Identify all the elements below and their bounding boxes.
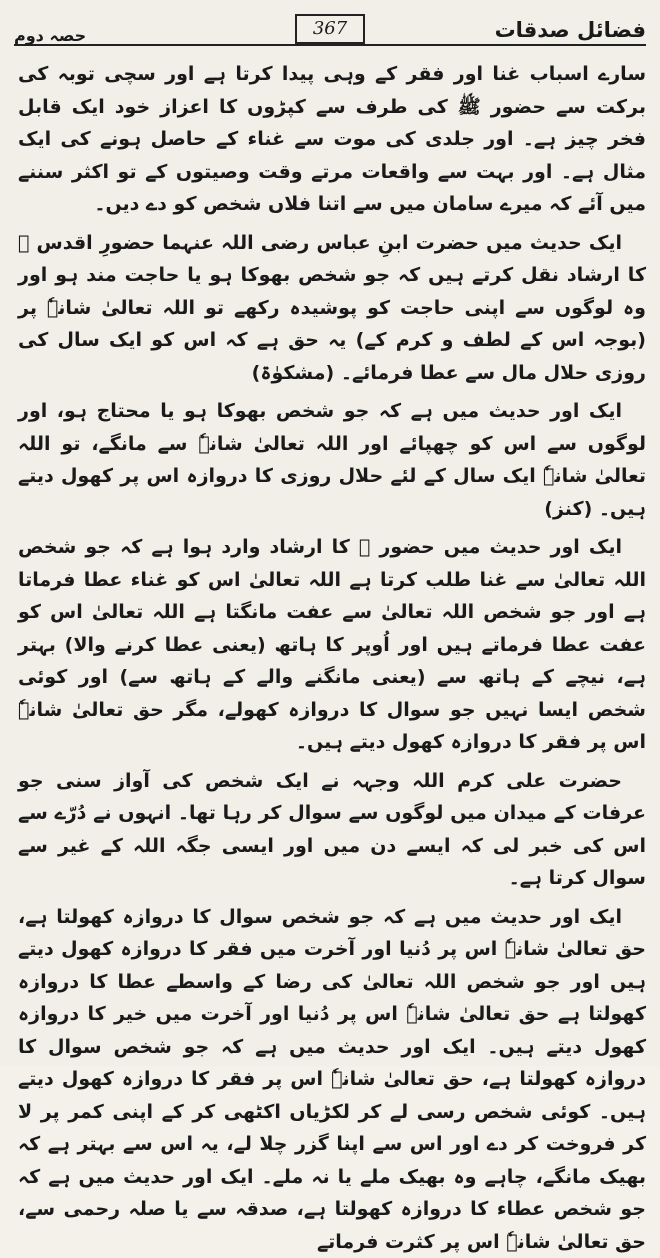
page-number: 367	[295, 14, 365, 44]
paragraph: ایک اور حدیث میں حضور ﷺ کا ارشاد وارد ہوا ہے کہ جو شخص اللہ تعالیٰ سے غنا طلب کرتا ہے اللہ تعالیٰ اس کو غناء عطا فرماتا ہے اور جو شخص اللہ تعالیٰ سے عفت مانگتا ہے اللہ تعالیٰ اس کو عفت عطا فرماتے ہیں اور اُوپر کا ہاتھ (یعنی عطا کرنے والا) بہتر ہے، نیچے کے ہاتھ سے (یعنی مانگنے والے کے ہاتھ سے) اور کوئی شخص ایسا نہیں جو سوال کا دروازہ کھولے، مگر حق تعالیٰ شانہٗ اس پر فقر کا دروازہ کھول دیتے ہیں۔	[18, 531, 646, 759]
paragraph: ایک اور حدیث میں ہے کہ جو شخص بھوکا ہو یا محتاج ہو، اور لوگوں سے اس کو چھپائے اور اللہ تعالیٰ شانہٗ سے مانگے، تو اللہ تعالیٰ شانہٗ ایک سال کے لئے حلال روزی کا دروازہ اس پر کھول دیتے ہیں۔ (کنز)	[18, 395, 646, 525]
book-title: فضائل صدقات	[495, 18, 646, 42]
part-label: حصہ دوم	[14, 26, 86, 45]
header-divider	[14, 44, 646, 46]
paragraph: سارے اسباب غنا اور فقر کے وہی پیدا کرتا ہے اور سچی توبہ کی برکت سے حضور ﷺ کی طرف سے کپڑوں کا اعزاز خود ایک قابل فخر چیز ہے۔ اور جلدی کی موت سے غناء کے حاصل ہونے کی ایک مثال ہے۔ اور بہت سے واقعات مرتے وقت وصیتوں کے تو اکثر سننے میں آئے کہ میرے سامان میں سے اتنا فلاں شخص کو دے دیں۔	[18, 58, 646, 221]
paragraph: ایک اور حدیث میں ہے کہ جو شخص سوال کا دروازہ کھولتا ہے، حق تعالیٰ شانہٗ اس پر دُنیا اور آخرت میں فقر کا دروازہ کھول دیتے ہیں اور جو شخص اللہ تعالیٰ کی رضا کے واسطے عطا کا دروازہ کھولتا ہے حق تعالیٰ شانہٗ اس پر دُنیا اور آخرت میں خیر کا دروازہ کھول دیتے ہیں۔ ایک اور حدیث میں ہے کہ جو شخص سوال کا دروازہ کھولتا ہے، حق تعالیٰ شانہٗ اس پر فقر کا دروازہ کھول دیتے ہیں۔ کوئی شخص رسی لے کر لکڑیاں اکٹھی کر کے اپنی کمر پر لا کر فروخت کر دے اور اس سے اپنا گزر چلا لے، یہ اس سے بہتر ہے کہ بھیک مانگے، چاہے وہ بھیک ملے یا نہ ملے۔ ایک اور حدیث میں ہے کہ جو شخص عطاء کا دروازہ کھولتا ہے، صدقہ سے یا صلہ رحمی سے، حق تعالیٰ شانہٗ اس پر کثرت فرماتے	[18, 901, 646, 1258]
paragraph: حضرت علی کرم اللہ وجہہ نے ایک شخص کی آواز سنی جو عرفات کے میدان میں لوگوں سے سوال کر رہا تھا۔ انہوں نے دُرّے سے اس کی خبر لی کہ ایسے دن میں اور ایسی جگہ اللہ کے غیر سے سوال کرتا ہے۔	[18, 765, 646, 895]
page-body	[18, 58, 646, 1058]
paragraph: ایک حدیث میں حضرت ابنِ عباس رضی اللہ عنہما حضورِ اقدس ﷺ کا ارشاد نقل کرتے ہیں کہ جو شخص بھوکا ہو یا حاجت مند ہو اور وہ لوگوں سے اپنی حاجت کو پوشیدہ رکھے تو اللہ تعالیٰ شانہٗ پر (بوجہ اس کے لطف و کرم کے) یہ حق ہے کہ اس کو ایک سال کی روزی حلال مال سے عطا فرمائے۔ (مشکوٰۃ)	[18, 227, 646, 390]
